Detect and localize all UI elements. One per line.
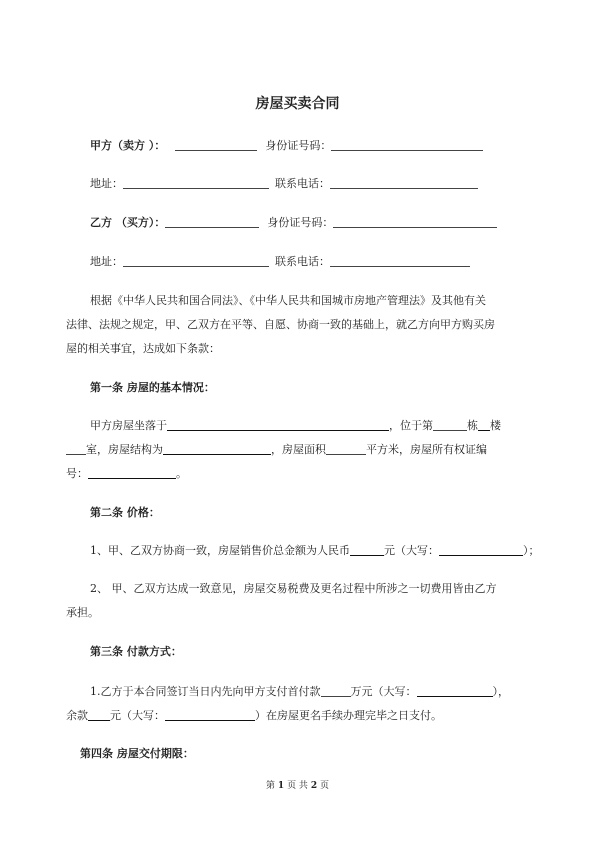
party-a-id-blank — [331, 139, 483, 151]
party-b-name-blank — [165, 216, 259, 228]
article-1-building-unit: 栋 — [467, 419, 478, 432]
footer-middle: 页 共 — [287, 781, 308, 791]
floor-number-blank — [478, 419, 490, 431]
balance-amount-blank — [88, 709, 110, 721]
article-1-location-label: 甲方房屋坐落于 — [90, 419, 167, 432]
intro-line-2: 法律、法规之规定，甲、乙双方在平等、自愿、协商一致的基础上，就乙方向甲方购买房 — [66, 318, 495, 331]
down-payment-uppercase-label: 万元（大写： — [350, 685, 417, 698]
article-4-heading: 第四条 房屋交付期限： — [80, 747, 194, 760]
price-uppercase-label: 元（大写： — [384, 544, 439, 557]
article-1-period: 。 — [176, 467, 187, 480]
party-b-label: 乙方 （买方）： — [90, 216, 166, 229]
footer-prefix: 第 — [266, 781, 276, 791]
article-1-floor-unit: 楼 — [490, 419, 501, 432]
page-number: 1 — [277, 781, 285, 791]
party-b-address-label: 地址： — [90, 255, 123, 268]
party-b-contact-row — [90, 255, 470, 269]
party-b-address-blank — [123, 255, 269, 267]
down-payment-label: 1.乙方于本合同签订当日内先向甲方支付首付款 — [90, 685, 321, 698]
article-1-number-label: 号： — [66, 467, 88, 480]
article-1-line-1 — [90, 419, 501, 433]
article-1-certificate-label: 平方米，房屋所有权证编 — [366, 443, 487, 456]
party-b-id-label: 身份证号码： — [267, 216, 334, 229]
price-label: 1、甲、乙双方协商一致，房屋销售价总金额为人民币 — [90, 544, 350, 557]
footer-suffix: 页 — [319, 781, 329, 791]
price-uppercase-blank — [439, 544, 523, 556]
balance-uppercase-label: 元（大写： — [110, 709, 165, 722]
price-close: ）； — [523, 544, 540, 557]
total-pages: 2 — [310, 781, 318, 791]
article-1-area-label: ，房屋面积 — [271, 443, 326, 456]
document-title: 房屋买卖合同 — [255, 96, 340, 112]
party-a-name-blank — [175, 139, 257, 151]
article-1-heading: 第一条 房屋的基本情况： — [90, 381, 215, 394]
certificate-number-blank — [88, 467, 176, 479]
balance-uppercase-blank — [165, 709, 255, 721]
intro-line-1: 根据《中华人民共和国合同法》、《中华人民共和国城市房地产管理法》及其他有关 — [90, 294, 486, 307]
article-2-item-2-line-1: 2、 甲、乙双方达成一致意见，房屋交易税费及更名过程中所涉之一切费用皆由乙方 — [90, 582, 497, 595]
balance-terms: ）在房屋更名手续办理完毕之日支付。 — [255, 709, 442, 722]
article-1-structure-label: 室，房屋结构为 — [86, 443, 163, 456]
article-3-heading: 第三条 付款方式： — [90, 645, 182, 658]
house-area-blank — [326, 443, 366, 455]
page-footer — [0, 778, 595, 791]
party-a-address-label: 地址： — [90, 177, 123, 190]
party-a-address-blank — [123, 177, 269, 189]
intro-line-3: 屋的相关事宜，达成如下条款： — [66, 342, 220, 355]
article-2-heading: 第二条 价格： — [90, 506, 160, 519]
party-a-label: 甲方（卖方 ）： — [90, 139, 166, 152]
price-amount-blank — [350, 544, 384, 556]
party-a-phone-label: 联系电话： — [275, 177, 330, 190]
party-b-id-blank — [333, 216, 497, 228]
down-payment-uppercase-blank — [417, 685, 493, 697]
party-b-phone-label: 联系电话： — [275, 255, 330, 268]
down-payment-close: ）， — [492, 685, 509, 698]
room-number-blank — [66, 443, 86, 455]
house-location-blank — [167, 419, 389, 431]
article-3-line-2 — [66, 709, 442, 723]
down-payment-blank — [321, 685, 351, 697]
article-1-line-2 — [66, 443, 487, 457]
party-b-phone-blank — [330, 255, 470, 267]
balance-label: 余款 — [66, 709, 88, 722]
article-2-item-2-line-2: 承担。 — [66, 606, 99, 619]
party-a-id-label: 身份证号码： — [265, 139, 332, 152]
article-1-floor-label: ，位于第 — [389, 419, 433, 432]
party-b-row — [90, 216, 497, 230]
party-a-contact-row — [90, 177, 478, 191]
building-number-blank — [433, 419, 467, 431]
house-structure-blank — [163, 443, 271, 455]
article-1-line-3 — [66, 467, 187, 481]
article-3-line-1 — [90, 685, 509, 699]
party-a-row — [90, 139, 483, 153]
party-a-phone-blank — [330, 177, 478, 189]
article-2-item-1 — [90, 544, 540, 558]
